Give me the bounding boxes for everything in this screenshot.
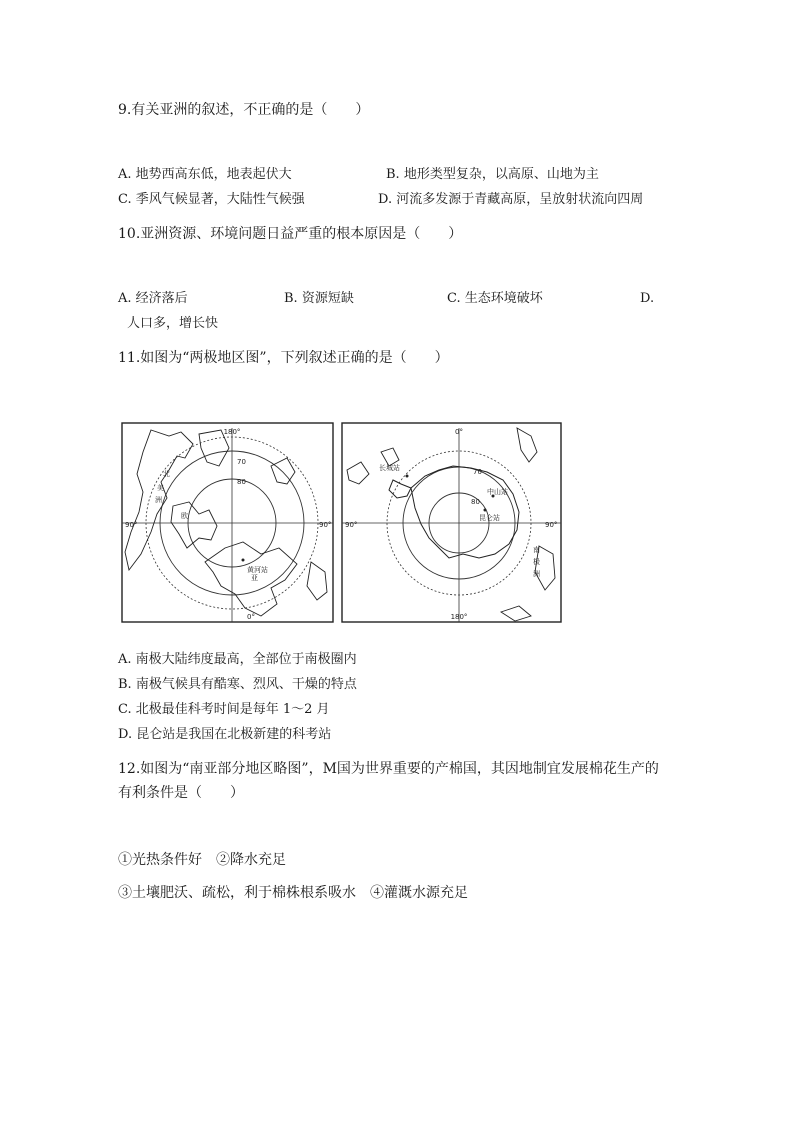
arctic-lon-right: 90° [319,521,332,529]
antarctic-region-label-1: 南 [533,546,540,554]
antarctic-station-kunlun: 昆仑站 [479,514,500,522]
q10-option-b: B. 资源短缺 [284,291,354,306]
antarctic-lat-80: 80 [471,498,480,506]
q10-option-c: C. 生态环境破坏 [447,291,543,306]
q12-items-line2: ③土壤肥沃、疏松，利于棉株根系吸水 ④灌溉水源充足 [118,885,468,901]
q9-option-c: C. 季风气候显著，大陆性气候强 [118,192,305,207]
arctic-lon-left: 90° [125,521,138,529]
arctic-station-huanghe: 黄河站 [247,566,268,574]
arctic-lat-80: 80 [237,478,246,486]
arctic-region-label-4: 欧 [181,512,188,520]
q10-option-d-text: 人口多，增长快 [127,316,219,331]
antarctic-map [341,422,562,623]
antarctic-lon-right: 90° [545,521,558,529]
antarctic-region-label-3: 洲 [533,570,540,578]
antarctic-lon-top: 0° [455,428,463,436]
arctic-lon-top: 180° [223,428,241,436]
q12-items-line1: ①光热条件好 ②降水充足 [118,852,286,868]
q11-option-c: C. 北极最佳科考时间是每年 1～2 月 [118,702,330,717]
arctic-region-label-5: 亚 [251,574,258,582]
arctic-region-label-3: 洲 [155,496,162,504]
antarctic-station-changcheng: 长城站 [379,464,400,472]
antarctic-region-label-2: 极 [533,558,540,566]
arctic-lon-bottom: 0° [247,613,255,621]
antarctic-station-zhongshan: 中山站 [487,488,508,496]
q10-stem: 10.亚洲资源、环境问题日益严重的根本原因是（ ） [118,226,463,242]
q11-option-d: D. 昆仑站是我国在北极新建的科考站 [118,727,332,742]
q11-stem: 11.如图为“两极地区图”，下列叙述正确的是（ ） [118,350,449,366]
arctic-map [121,422,334,623]
antarctic-lon-bottom: 180° [450,613,468,621]
q9-option-d: D. 河流多发源于青藏高原，呈放射状流向四周 [378,192,644,207]
q11-option-b: B. 南极气候具有酷寒、烈风、干燥的特点 [118,677,357,692]
arctic-region-label-2: 美 [157,484,164,492]
q12-stem-line2: 有利条件是（ ） [118,785,244,801]
q9-option-b: B. 地形类型复杂，以高原、山地为主 [386,167,599,182]
q11-option-a: A. 南极大陆纬度最高，全部位于南极圈内 [118,652,357,667]
q10-option-d-letter: D. [640,291,655,306]
arctic-region-label-1: 北 [163,470,170,478]
q12-stem-line1: 12.如图为“南亚部分地区略图”，M国为世界重要的产棉国，其因地制宜发展棉花生产的 [118,761,659,777]
q9-stem: 9.有关亚洲的叙述，不正确的是（ ） [118,102,370,118]
antarctic-lon-left: 90° [345,521,358,529]
antarctic-lat-70: 70 [473,468,482,476]
arctic-lat-70: 70 [237,458,246,466]
q10-option-a: A. 经济落后 [118,291,188,306]
q9-option-a: A. 地势西高东低，地表起伏大 [118,167,292,182]
